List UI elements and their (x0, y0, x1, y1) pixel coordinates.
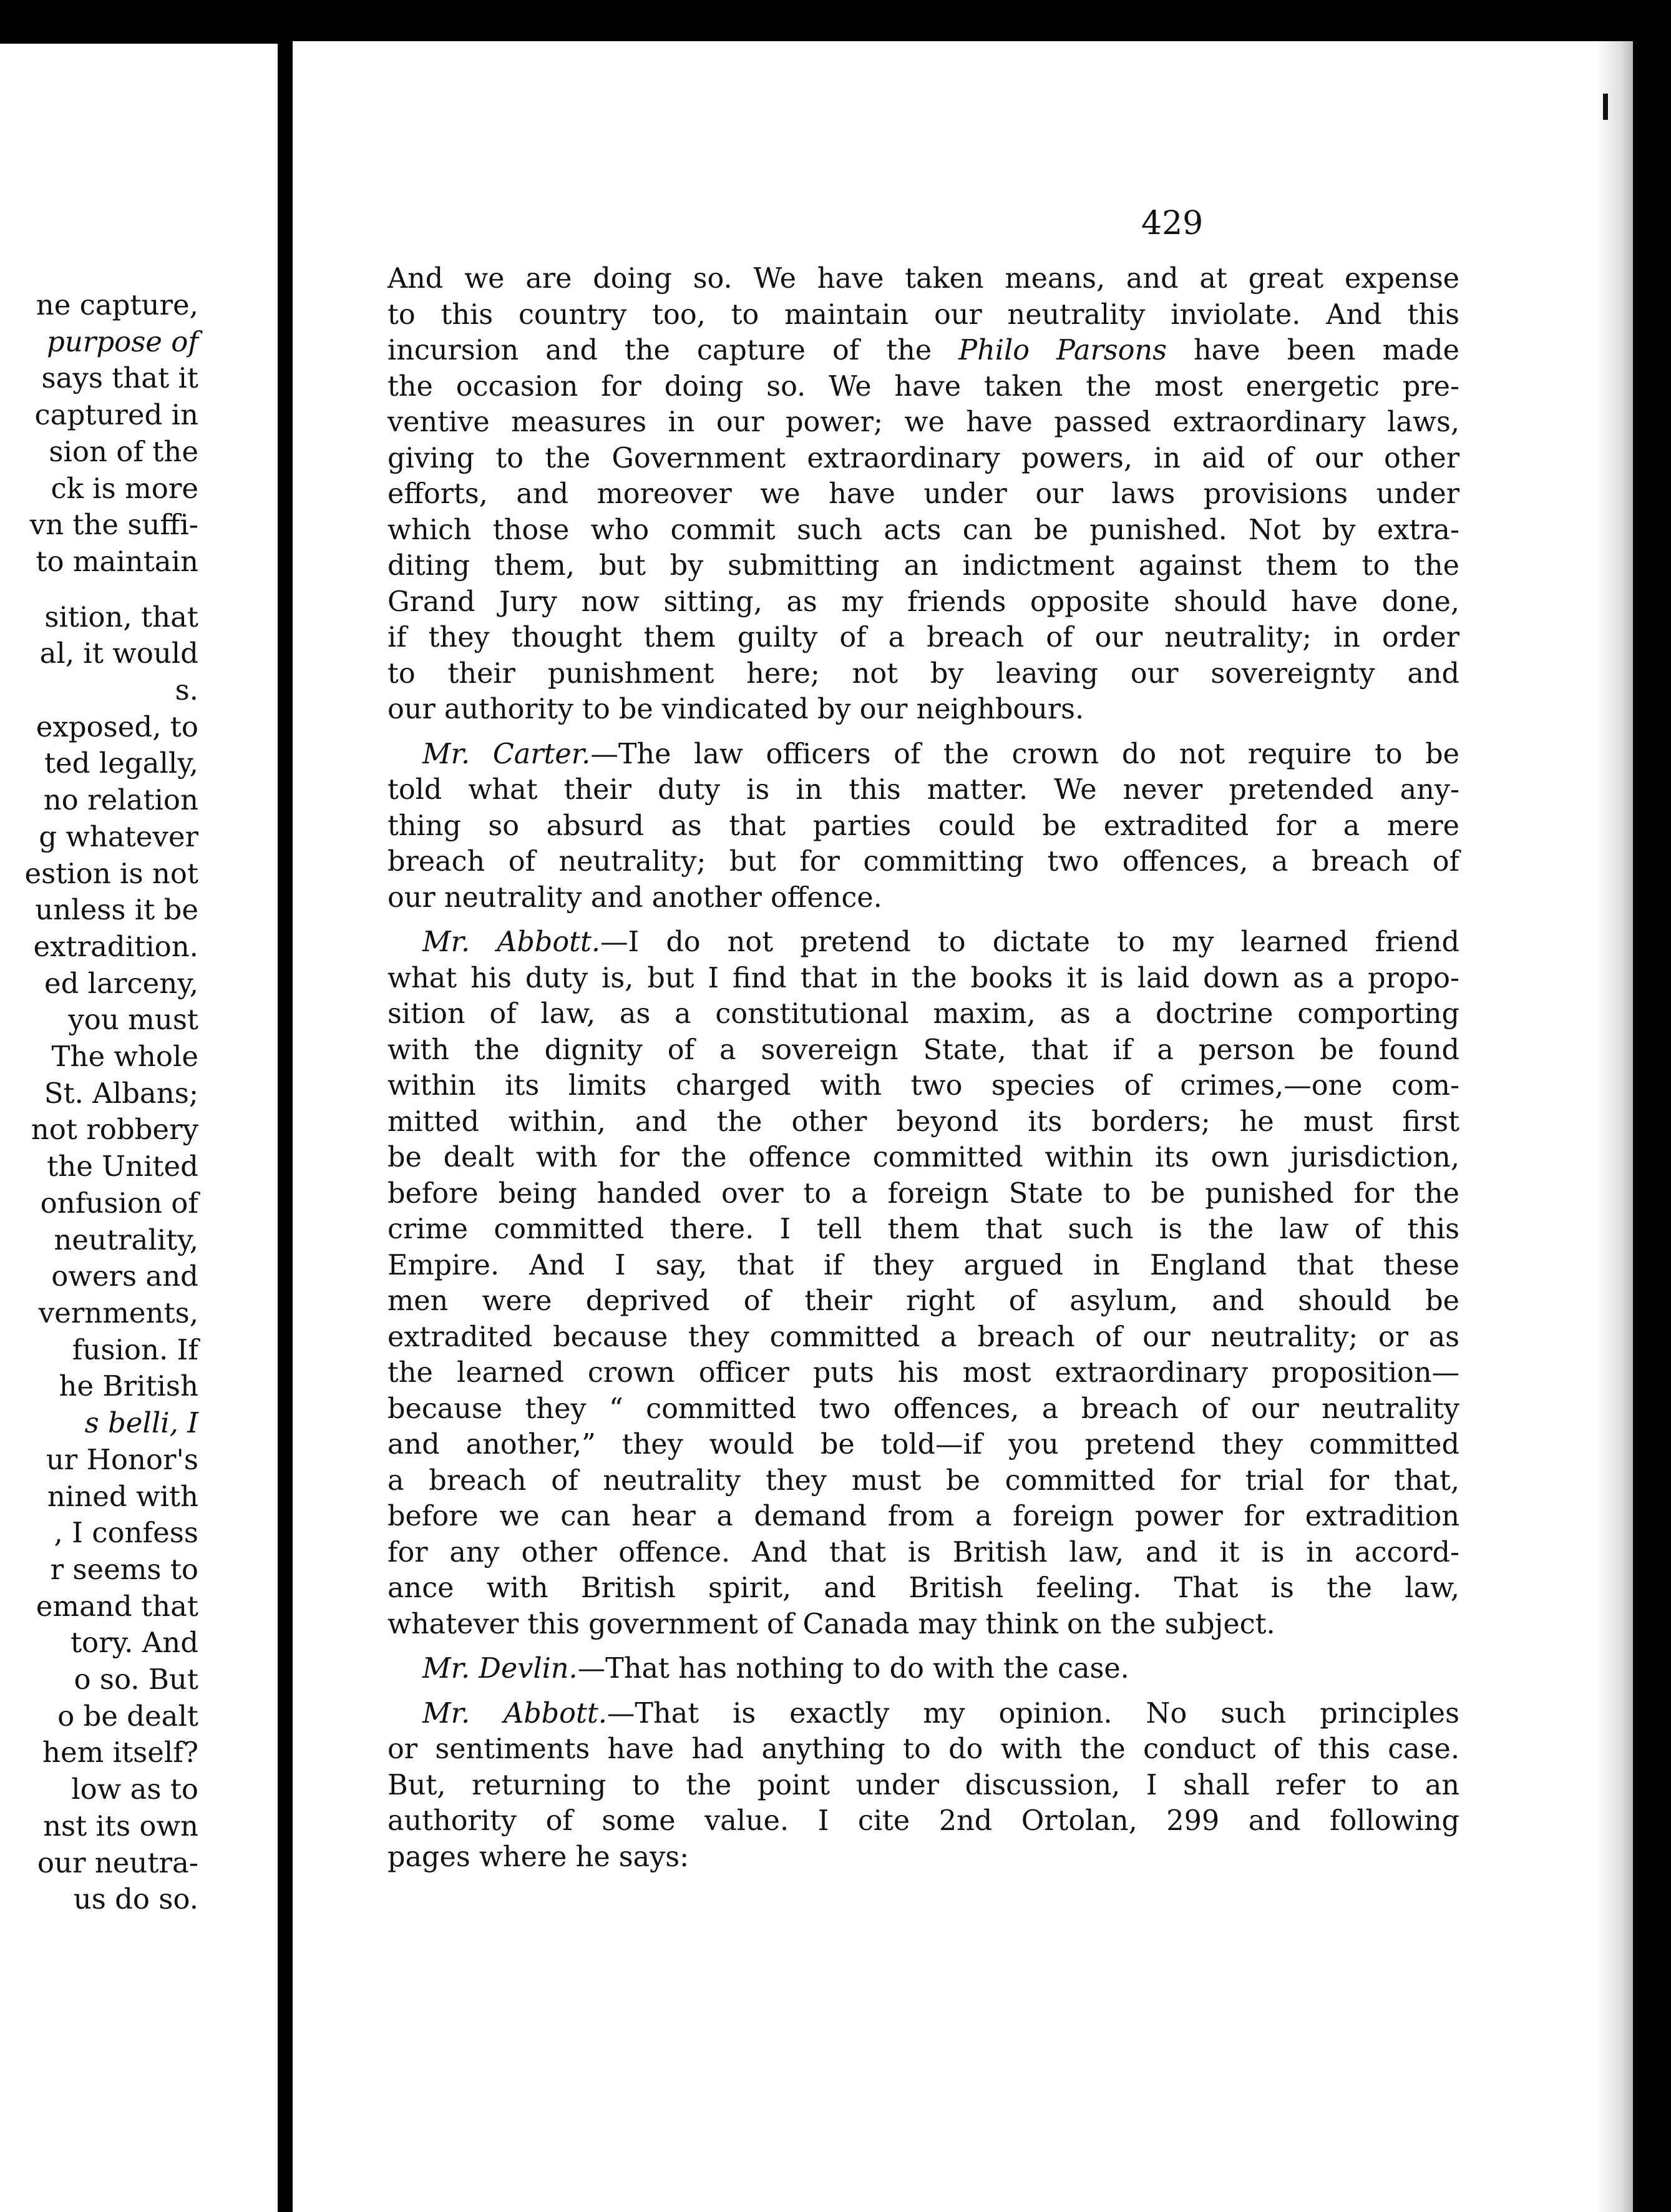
text-line: for any other offence. And that is British law, and it is in accord- (387, 1536, 1459, 1568)
text-line: thing so absurd as that parties could be extradited for a mere (387, 810, 1459, 842)
left-page-line: the United (47, 1150, 198, 1183)
paragraph-2 (387, 737, 1459, 916)
left-page-line: no relation (43, 783, 198, 817)
text-line: whatever this government of Canada may think on the subject. (387, 1608, 1275, 1640)
left-page-line: s belli, I (84, 1406, 198, 1440)
text-line: men were deprived of their right of asylum, and should be (387, 1285, 1459, 1317)
page-edge-shadow (1595, 41, 1633, 2212)
left-page-line: sion of the (49, 434, 198, 468)
left-page-line: sition, that (44, 600, 198, 634)
text-line: sition of law, as a constitutional maxim, as a doctrine comporting (387, 998, 1459, 1030)
text-line: But, returning to the point under discussion, I shall refer to an (387, 1769, 1459, 1801)
previous-page-text-column (0, 287, 198, 1918)
left-page-line: g whatever (39, 820, 198, 853)
text-line: authority of some value. I cite 2nd Ortolan, 299 and following (387, 1805, 1459, 1837)
text-line: our neutrality and another offence. (387, 881, 882, 914)
text-line: a breach of neutrality they must be committed for trial for that, (387, 1464, 1459, 1497)
text-line: extradited because they committed a breach of our neutrality; or as (387, 1321, 1459, 1353)
text-line: which those who commit such acts can be punished. Not by extra- (387, 514, 1459, 546)
left-page-line: hem itself? (42, 1736, 198, 1769)
text-line: because they “ committed two offences, a breach of our neutrality (387, 1392, 1459, 1425)
paragraph-1 (387, 261, 1459, 728)
left-page-line: to maintain (36, 544, 198, 578)
text-line: breach of neutrality; but for committing two offences, a breach of (387, 846, 1459, 878)
paragraph-3 (387, 924, 1459, 1642)
edge-mark (1603, 94, 1608, 120)
left-page-line: says that it (41, 361, 198, 395)
paragraph-5 (387, 1696, 1459, 1876)
left-page-line: captured in (34, 398, 198, 432)
text-line: the occasion for doing so. We have taken the most energetic pre- (387, 370, 1459, 403)
left-page-line: o so. But (74, 1663, 198, 1696)
text-line: pages where he says: (387, 1841, 689, 1873)
text-line: told what their duty is in this matter. We never pretended any- (387, 774, 1459, 806)
text-line: And we are doing so. We have taken means, and at great expense (387, 263, 1459, 295)
text-line: Empire. And I say, that if they argued in England that these (387, 1249, 1459, 1281)
text-line: what his duty is, but I find that in the books it is laid down as a propo- (387, 962, 1459, 994)
text-line: diting them, but by submitting an indictment against them to the (387, 550, 1459, 582)
left-page-line: s. (175, 673, 198, 707)
left-page-line: o be dealt (57, 1699, 198, 1733)
previous-page-fragment (0, 44, 278, 2212)
left-page-line: nst its own (43, 1809, 198, 1843)
text-line: and another,” they would be told—if you pretend they committed (387, 1429, 1459, 1461)
left-page-line: The whole (51, 1040, 198, 1074)
left-page-line: you must (68, 1003, 198, 1037)
left-page-line: he British (59, 1369, 198, 1403)
text-line: Grand Jury now sitting, as my friends opposite should have done, (387, 585, 1459, 618)
text-line: efforts, and moreover we have under our laws provisions under (387, 478, 1459, 510)
left-page-line: low as to (71, 1773, 198, 1806)
left-page-line: ck is more (51, 471, 198, 505)
paragraph-4 (387, 1651, 1459, 1687)
speaker-name: Mr. Devlin. (422, 1653, 578, 1685)
text-line: to this country too, to maintain our neutrality inviolate. And this (387, 298, 1459, 331)
text-line: giving to the Government extraordinary powers, in aid of our other (387, 442, 1459, 474)
text-line: Mr. Abbott.—That is exactly my opinion. No such principles (422, 1697, 1459, 1730)
text-line: mitted within, and the other beyond its borders; he must first (387, 1105, 1459, 1138)
speaker-name: Mr. Carter. (422, 738, 591, 770)
left-page-line: nined with (47, 1479, 198, 1513)
text-line: Mr. Carter.—The law officers of the crown do not require to be (422, 738, 1460, 770)
text-line: crime committed there. I tell them that such is the law of this (387, 1213, 1459, 1245)
text-line: before being handed over to a foreign State to be punished for the (387, 1177, 1459, 1210)
text-line: be dealt with for the offence committed within its own jurisdiction, (387, 1142, 1459, 1173)
text-line: with the dignity of a sovereign State, that if a person be found (387, 1034, 1459, 1066)
left-page-line: ed larceny, (44, 966, 198, 1000)
text-line: Mr. Abbott.—I do not pretend to dictate to my learned friend (422, 926, 1459, 958)
text-line: incursion and the capture of the Philo Parsons have been made (387, 335, 1460, 366)
left-page-line: our neutra- (37, 1846, 198, 1879)
page-number: 429 (1141, 205, 1204, 242)
left-page-line: r seems to (50, 1552, 198, 1586)
left-page-line: ted legally, (44, 746, 198, 780)
left-page-line: tory. And (70, 1626, 198, 1660)
left-page-line: purpose of (47, 325, 198, 358)
ship-name: Philo Parsons (958, 335, 1167, 366)
left-page-line: , I confess (54, 1516, 198, 1550)
text-line: before we can hear a demand from a foreign power for extradition (387, 1500, 1459, 1532)
left-page-line: extradition. (33, 929, 198, 963)
left-page-line: emand that (36, 1589, 198, 1623)
text-line: the learned crown officer puts his most extraordinary proposition— (387, 1357, 1459, 1389)
text-line: to their punishment here; not by leaving our sovereignty and (387, 657, 1459, 690)
left-page-line: us do so. (73, 1882, 198, 1916)
left-page-line: fusion. If (72, 1333, 198, 1366)
text-line: within its limits charged with two species of crimes,—one com- (387, 1070, 1459, 1102)
left-page-line: vn the suffi- (29, 508, 198, 542)
left-page-line: neutrality, (54, 1223, 198, 1256)
left-page-line: ne capture, (36, 288, 198, 321)
left-page-line: St. Albans; (44, 1076, 198, 1110)
text-line: ventive measures in our power; we have passed extraordinary laws, (387, 406, 1459, 438)
left-page-line: not robbery (31, 1113, 198, 1147)
left-page-line: al, it would (39, 637, 198, 670)
text-line: our authority to be vindicated by our neighbours. (387, 693, 1084, 725)
left-page-line: exposed, to (36, 710, 198, 743)
book-gutter (278, 0, 293, 2212)
text-line: or sentiments have had anything to do with the conduct of this case. (387, 1733, 1459, 1765)
speaker-name: Mr. Abbott. (422, 926, 601, 958)
left-page-line: onfusion of (40, 1186, 198, 1220)
left-page-line: owers and (51, 1260, 198, 1293)
text-line: if they thought them guilty of a breach of our neutrality; in order (387, 622, 1459, 653)
text-line: ance with British spirit, and British feeling. That is the law, (387, 1572, 1459, 1604)
left-page-line: estion is not (24, 856, 198, 890)
left-page-line: unless it be (35, 893, 198, 927)
left-page-line: ur Honor's (46, 1442, 198, 1476)
speaker-name: Mr. Abbott. (422, 1697, 607, 1730)
left-page-line: vernments, (38, 1296, 198, 1329)
current-page (293, 41, 1633, 2212)
body-text (387, 261, 1459, 1875)
text-line: Mr. Devlin.—That has nothing to do with the case. (422, 1653, 1129, 1685)
